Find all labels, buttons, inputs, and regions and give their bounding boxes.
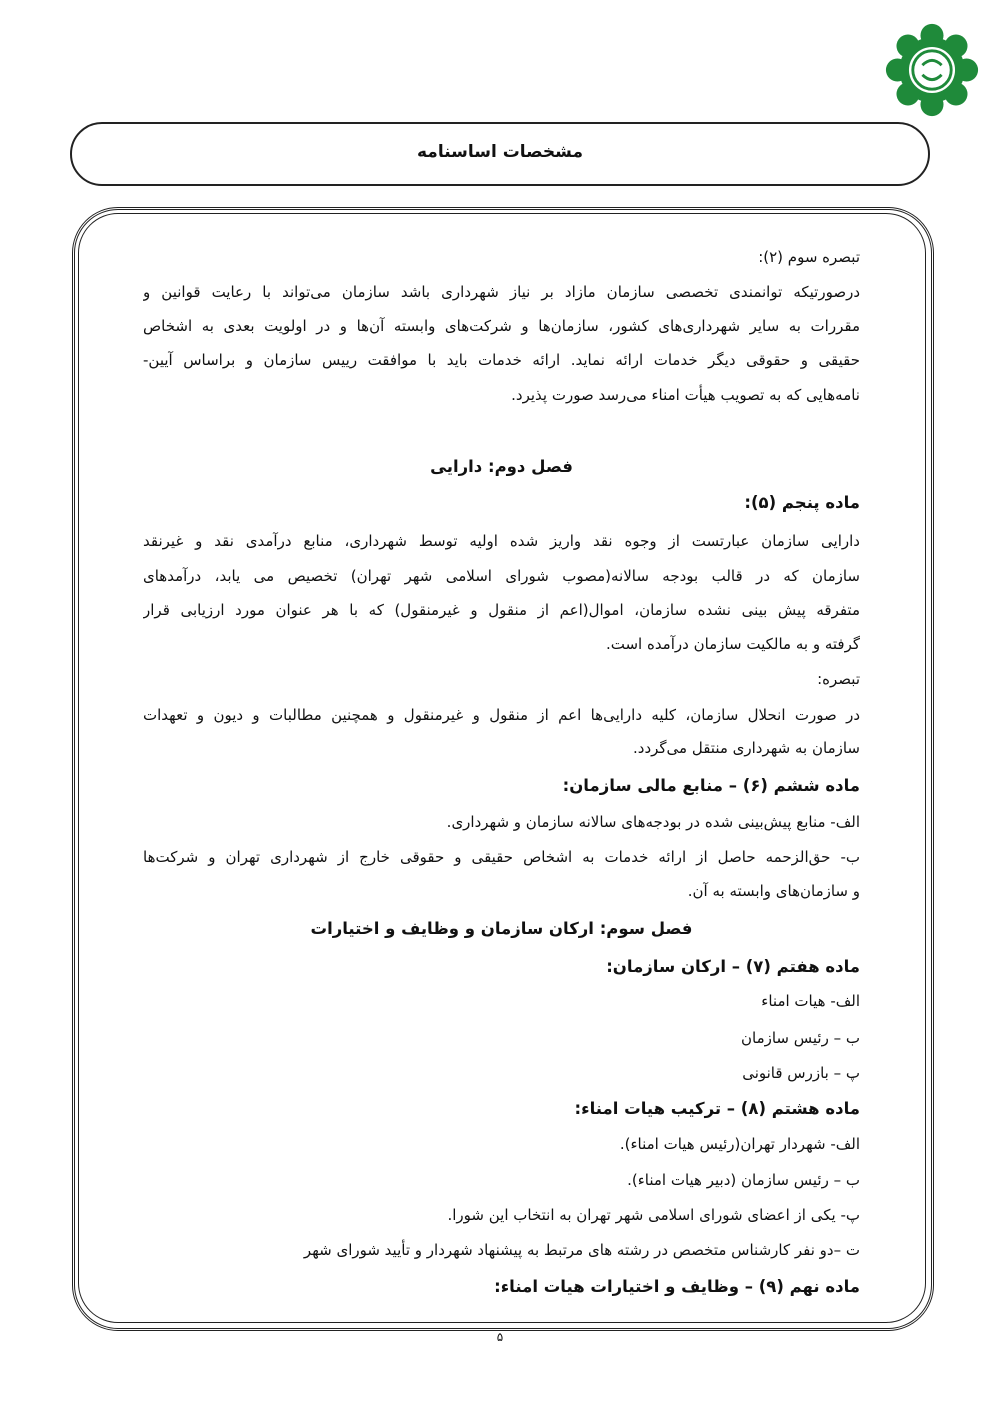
list-item: ب- حق‌الزحمه حاصل از ارائه خدمات به اشخاص حقیقی و حقوقی خارج از شهرداری تهران و شرکت‌ها [143,848,860,866]
paragraph-line: نامه‌هایی که به تصویب هیأت امناء می‌رسد صورت پذیرد. [511,386,860,404]
list-item: الف- شهردار تهران(رئیس هیات امناء). [619,1135,860,1153]
paragraph-line: سازمان به شهرداری منتقل می‌گردد. [633,739,860,757]
list-item: ب – رئیس سازمان [741,1029,860,1047]
list-item: پ- یکی از اعضای شورای اسلامی شهر تهران به انتخاب این شورا. [447,1206,860,1224]
page-title: مشخصات اساسنامه [416,142,583,162]
paragraph-line: دارایی سازمان عبارتست از وجوه نقد واریز شده اولیه توسط شهرداری، منابع درآمدی نقد و غیرنقد [143,532,860,550]
paragraph-line: درصورتیکه توانمندی تخصصی سازمان مازاد بر نیاز شهرداری باشد سازمان می‌تواند با رعایت قوانین و [143,283,860,301]
tehran-municipality-logo [884,22,980,118]
paragraph-line: سازمان که در قالب بودجه سالانه(مصوب شورای اسلامی شهر تهران) تخصیص می یابد، درآمدهای [143,567,860,585]
list-item: ب – رئیس سازمان (دبیر هیات امناء). [627,1171,860,1189]
list-item: الف- هیات امناء [761,992,860,1010]
note-title: تبصره: [817,670,860,688]
chapter3-heading: فصل سوم: ارکان سازمان و وظایف و اختیارات [310,919,693,938]
article9-heading: ماده نهم (۹) – وظایف و اختیارات هیات امناء: [494,1277,860,1296]
paragraph-line: مقررات به سایر شهرداری‌های کشور، سازمان‌ها و شرکت‌های وابسته آن‌ها و در اولویت بعدی به اشخاص [143,317,860,335]
header-box [70,122,930,186]
paragraph-line: حقیقی و حقوقی دیگر خدمات ارائه نماید. ارائه خدمات باید با موافقت رییس سازمان و براساس آیین- [143,351,860,369]
list-item: و سازمان‌های وابسته به آن. [687,882,860,900]
content-frame-inner [78,213,926,1323]
article5-heading: ماده پنجم (۵): [744,493,860,512]
paragraph-line: در صورت انحلال سازمان، کلیه دارایی‌ها اعم از منقول و غیرمنقول و همچنین مطالبات و دیون و تعهدات [143,706,860,724]
list-item: الف- منابع پیش‌بینی شده در بودجه‌های سالانه سازمان و شهرداری. [446,813,860,831]
list-item: پ – بازرس قانونی [742,1064,860,1082]
note3-title: تبصره سوم (۲): [758,248,860,266]
list-item: ت –دو نفر کارشناس متخصص در رشته های مرتبط به پیشنهاد شهردار و تأیید شورای شهر [303,1241,860,1259]
article8-heading: ماده هشتم (۸) – ترکیب هیات امناء: [574,1099,860,1118]
paragraph-line: متفرقه پیش بینی نشده سازمان، اموال(اعم از منقول و غیرمنقول) که با هر عنوان مورد ارزیابی قرار [143,601,860,619]
article6-heading: ماده ششم (۶) – منابع مالی سازمان: [562,776,860,795]
page-number: ۵ [496,1330,504,1344]
chapter2-heading: فصل دوم: دارایی [430,457,573,476]
paragraph-line: گرفته و به مالکیت سازمان درآمده است. [605,635,860,653]
article7-heading: ماده هفتم (۷) – ارکان سازمان: [606,957,860,976]
